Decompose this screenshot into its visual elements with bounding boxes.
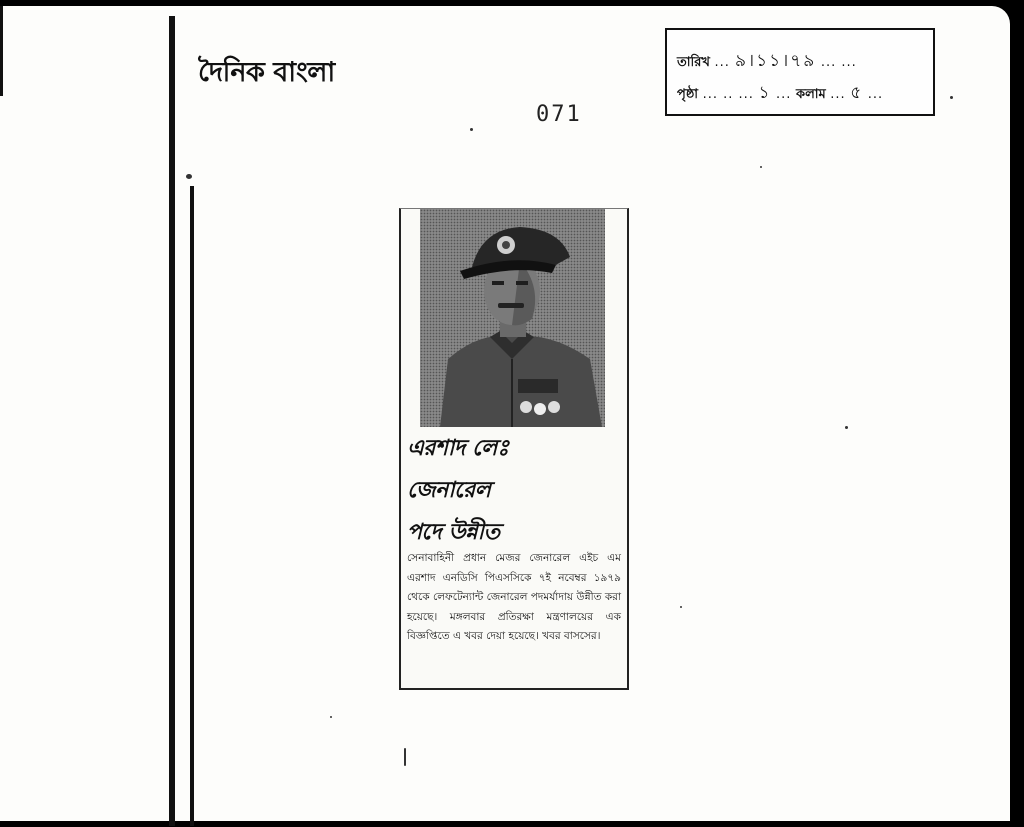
date-page-column-stamp (665, 28, 935, 116)
scan-speck (680, 606, 682, 608)
stamp-page-label: পৃষ্ঠা (677, 87, 699, 102)
archive-sheet (0, 6, 1010, 821)
stamp-date-value: ৯।১১।৭৯ (735, 51, 817, 71)
scan-speck (186, 174, 192, 179)
stamp-column-value: ৫ (850, 83, 864, 103)
newspaper-name: দৈনিক বাংলা (198, 57, 335, 88)
stamp-page-column-row: পৃষ্ঠা ... .. ... ১ ... কলাম ... ৫ ... (677, 83, 884, 103)
file-number: 071 (536, 102, 582, 127)
scan-speck (950, 96, 953, 99)
scan-speck (404, 748, 406, 766)
stamp-column-label: কলাম (795, 87, 826, 102)
portrait-photo (420, 209, 605, 427)
stamp-page-value: ১ (758, 83, 772, 103)
sheet-right-edge (1010, 0, 1024, 827)
stamp-date-label: তারিখ (677, 55, 710, 70)
scan-speck (330, 716, 332, 718)
portrait-image (420, 209, 605, 427)
article-body: সেনাবাহিনী প্রধান মেজর জেনারেল এইচ এম এরশাদ এনডিসি পিএসসিকে ৭ই নবেম্বর ১৯৭৯ থেকে লেফটেন্যান্ট জেনারেল পদমর্যাদায় উন্নীত করা হয়েছে। মঙ্গলবার প্রতিরক্ষা মন্ত্রণালয়ের এক বিজ্ঞপ্তিতে এ খবর দেয়া হয়েছে। খবর বাসসের। (407, 552, 621, 642)
headline-line-2: জেনারেল (407, 477, 491, 503)
binding-margin-line (169, 16, 175, 826)
headline-line-3: পদে উন্নীত (407, 519, 500, 545)
headline-line-1: এরশাদ লেঃ (407, 435, 509, 461)
binding-margin-line-shadow (190, 186, 194, 826)
scan-speck (760, 166, 762, 168)
newspaper-clipping (399, 208, 629, 690)
sheet-left-edge (0, 6, 3, 96)
scan-speck (470, 128, 473, 131)
scan-speck (845, 426, 848, 429)
stamp-date-row: তারিখ ... ৯।১১।৭৯ ... ... (677, 51, 857, 71)
